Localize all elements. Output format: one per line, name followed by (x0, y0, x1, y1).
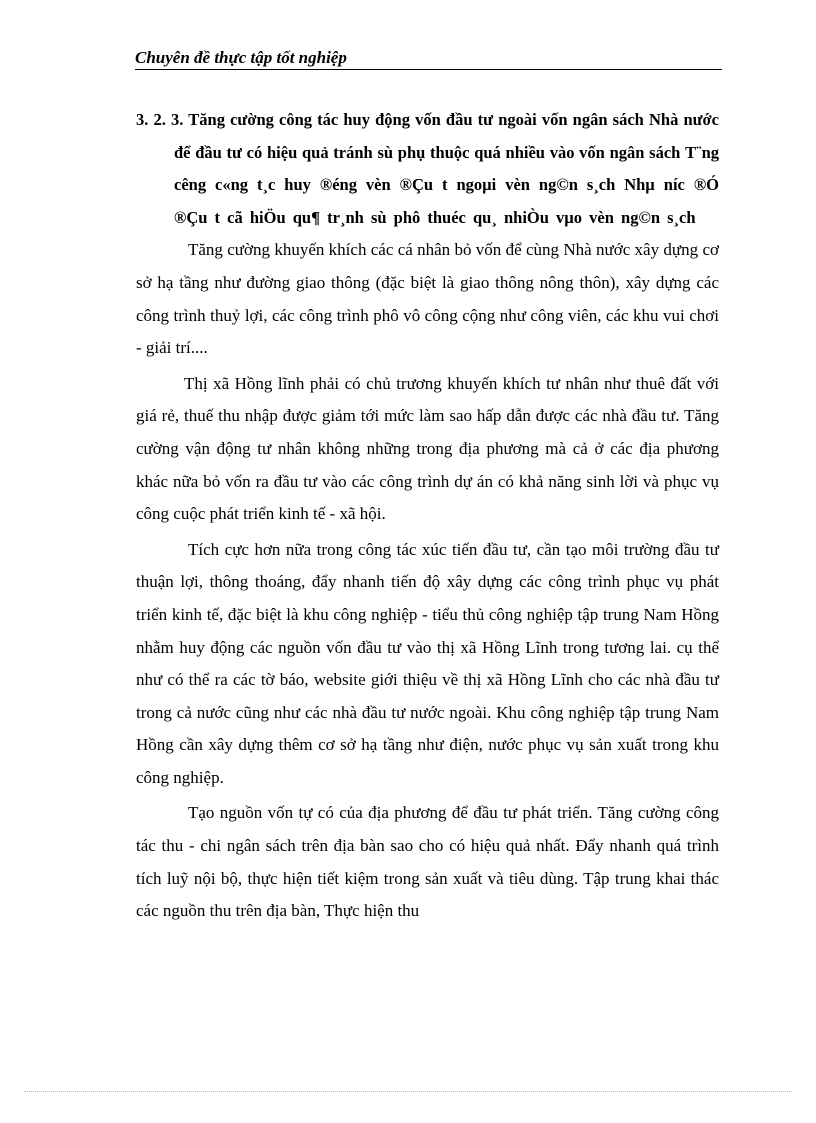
section-heading-garbled: T¨ng cêng c«ng t¸c huy ®éng vèn ®Çu t ngoµi vèn ng©n s¸ch Nhµ níc ®Ó ®Çu t cã hiÖu qu¶ tr¸nh sù phô thuéc qu¸ nhiÒu vµo vèn ng©n s¸ch (174, 142, 719, 227)
body-paragraph-2: Thị xã Hồng lĩnh phải có chủ trương khuyến khích tư nhân như thuê đất với giá rẻ, thuế thu nhập được giảm tới mức làm sao hấp dẫn được các nhà đầu tư. Tăng cường vận động tư nhân không những trong địa phương mà cả ở các địa phương khác nữa bỏ vốn ra đầu tư vào các công trình dự án có khả năng sinh lời và phục vụ công cuộc phát triển kinh tế - xã hội. (136, 373, 719, 524)
footer-dotted-rule (24, 1091, 792, 1092)
section-number: 3. 2. 3. (136, 110, 184, 129)
body-paragraph-1: Tăng cường khuyến khích các cá nhân bỏ vốn để cùng Nhà nước xây dựng cơ sở hạ tầng như đường giao thông (đặc biệt là giao thông nông thôn), xây dựng các công trình thuỷ lợi, các công trình phô vô công cộng như công viên, các khu vui chơi - giải trí.... (136, 240, 719, 358)
body-paragraph-3: Tích cực hơn nữa trong công tác xúc tiến đầu tư, cần tạo môi trường đầu tư thuận lợi, thông thoáng, đẩy nhanh tiến độ xây dựng các công trình phục vụ phát triển kinh tế, đặc biệt là khu công nghiệp - tiểu thủ công nghiệp tập trung Nam Hồng nhằm huy động các nguồn vốn đầu tư vào thị xã Hồng Lĩnh trong tương lai. cụ thể như có thể ra các tờ báo, website giới thiệu về thị xã Hồng Lĩnh cho các nhà đầu tư trong cả nước cũng như các nhà đầu tư nước ngoài. Khu công nghiệp tập trung Nam Hồng cần xây dựng thêm cơ sở hạ tầng như điện, nước phục vụ sản xuất trong khu công nghiệp. (136, 539, 719, 787)
section-heading (136, 104, 719, 234)
running-header: Chuyên đề thực tập tốt nghiệp (135, 48, 347, 67)
section-heading-text: Tăng cường công tác huy động vốn đầu tư ngoài vốn ngân sách Nhà nước để đầu tư có hiệu quả tránh sù phụ thuộc quá nhiều vào vốn ngân sách (174, 110, 720, 162)
body-paragraph-4: Tạo nguồn vốn tự có của địa phương để đầu tư phát triển. Tăng cường công tác thu - chi ngân sách trên địa bàn sao cho có hiệu quả nhất. Đẩy nhanh quá trình tích luỹ nội bộ, thực hiện tiết kiệm trong sản xuất và tiêu dùng. Tập trung khai thác các nguồn thu trên địa bàn, Thực hiện thu (136, 803, 719, 921)
page-content (136, 104, 719, 931)
header-rule (135, 69, 722, 70)
